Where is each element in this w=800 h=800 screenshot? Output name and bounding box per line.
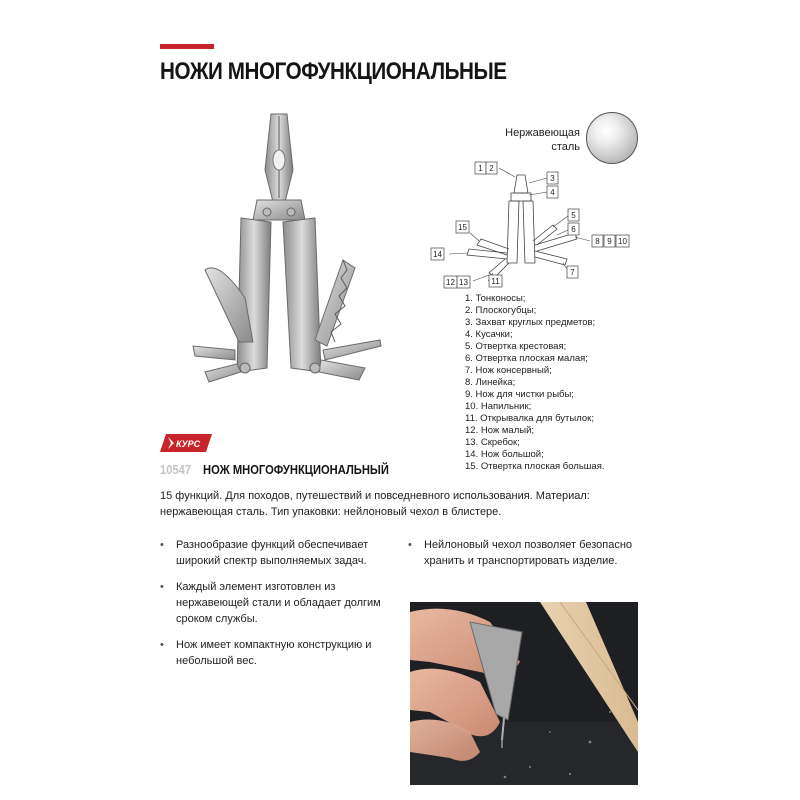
features-right bbox=[408, 537, 633, 579]
features-left bbox=[160, 537, 385, 679]
callout-14: 14 bbox=[433, 250, 442, 259]
list-item: 7. Нож консервный; bbox=[465, 365, 552, 376]
list-item: 10. Напильник; bbox=[465, 401, 532, 412]
list-item: • Разнообразие функций обеспечивает широкий спектр выполняемых задач. bbox=[160, 537, 385, 569]
list-item: • Нож имеет компактную конструкцию и небольшой вес. bbox=[160, 637, 385, 669]
callout-10: 10 bbox=[618, 237, 627, 246]
brand-logo bbox=[160, 434, 212, 452]
multitool-photo bbox=[175, 110, 395, 400]
list-item: 12. Нож малый; bbox=[465, 425, 535, 436]
callout-8: 8 bbox=[595, 237, 600, 246]
list-item: 6. Отвертка плоская малая; bbox=[465, 353, 588, 364]
page-title: НОЖИ МНОГОФУНКЦИОНАЛЬНЫЕ bbox=[160, 58, 507, 85]
list-item: 15. Отвертка плоская большая. bbox=[465, 461, 605, 472]
callout-7: 7 bbox=[570, 268, 575, 277]
callout-1: 1 bbox=[478, 164, 483, 173]
callout-2: 2 bbox=[489, 164, 494, 173]
parts-list bbox=[465, 293, 604, 473]
product-description: 15 функций. Для походов, путешествий и повседневного использования. Материал: нержавеющая сталь. Тип упаковки: нейлоновый чехол в блистере. bbox=[160, 490, 590, 518]
product-code: 10547 bbox=[160, 462, 192, 477]
list-item: 2. Плоскогубцы; bbox=[465, 305, 537, 316]
brand-name: КУРС bbox=[176, 439, 201, 449]
list-item: 14. Нож большой; bbox=[465, 449, 544, 460]
list-item: 4. Кусачки; bbox=[465, 329, 513, 340]
callout-5: 5 bbox=[571, 211, 576, 220]
list-item: • Каждый элемент изготовлен из нержавеющей стали и обладает долгим сроком службы. bbox=[160, 579, 385, 627]
list-item: 5. Отвертка крестовая; bbox=[465, 341, 567, 352]
list-item: 9. Нож для чистки рыбы; bbox=[465, 389, 574, 400]
list-item: 11. Открывалка для бутылок; bbox=[465, 413, 594, 424]
callout-9: 9 bbox=[607, 237, 612, 246]
usage-photo bbox=[410, 602, 638, 785]
callout-3: 3 bbox=[550, 174, 555, 183]
callout-13: 13 bbox=[459, 278, 468, 287]
callout-12: 12 bbox=[446, 278, 455, 287]
callout-6: 6 bbox=[571, 225, 576, 234]
tool-diagram bbox=[425, 155, 650, 290]
list-item: 1. Тонконосы; bbox=[465, 293, 526, 304]
material-label-line2: сталь bbox=[551, 141, 580, 153]
list-item: 3. Захват круглых предметов; bbox=[465, 317, 596, 328]
accent-bar bbox=[160, 44, 214, 49]
list-item: • Нейлоновый чехол позволяет безопасно хранить и транспортировать изделие. bbox=[408, 537, 633, 569]
list-item: 8. Линейка; bbox=[465, 377, 516, 388]
material-label bbox=[490, 126, 580, 154]
product-name: НОЖ МНОГОФУНКЦИОНАЛЬНЫЙ bbox=[203, 462, 389, 477]
list-item: 13. Скребок; bbox=[465, 437, 520, 448]
material-label-line1: Нержавеющая bbox=[505, 127, 580, 139]
callout-15: 15 bbox=[458, 223, 467, 232]
callout-11: 11 bbox=[491, 277, 500, 286]
callout-4: 4 bbox=[550, 188, 555, 197]
